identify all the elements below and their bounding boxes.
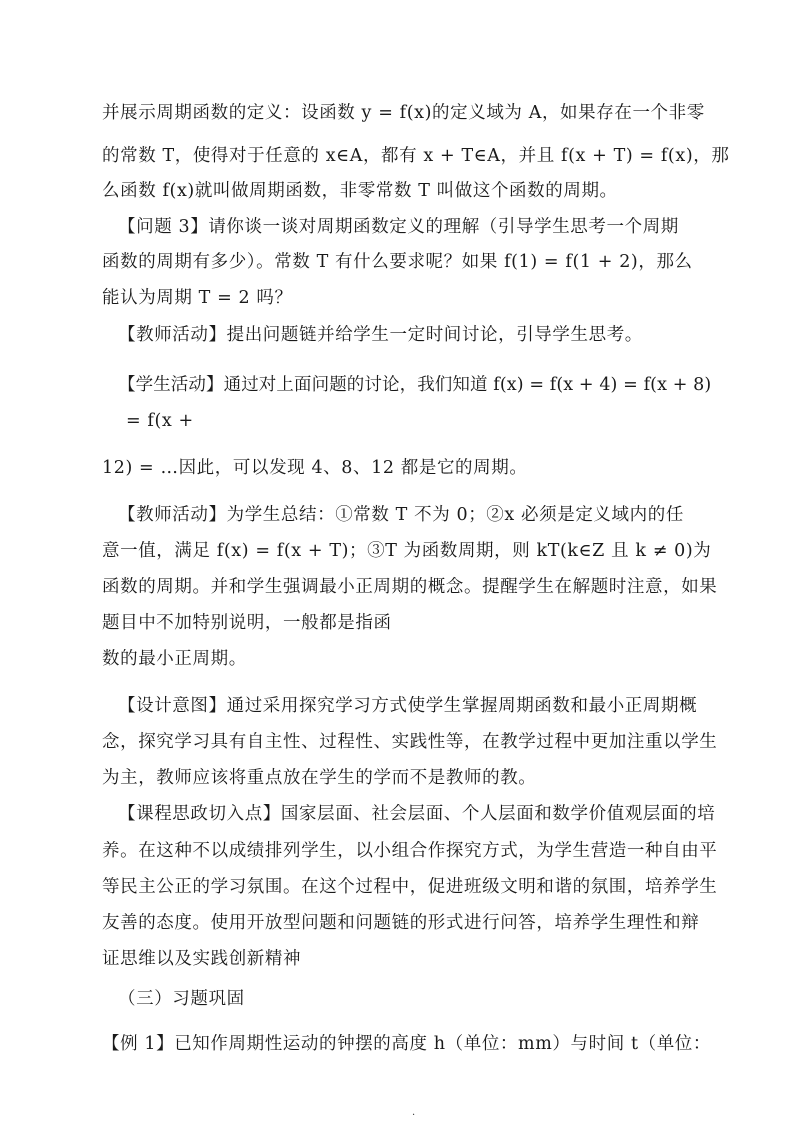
text-line: 函数的周期有多少）。常数 T 有什么要求呢？如果 f(1) = f(1 + 2)，那么: [102, 252, 693, 272]
text-line: 养。在这种不以成绩排列学生，以小组合作探究方式，为学生营造一种自由平: [102, 841, 718, 861]
section-heading: （三）习题巩固: [118, 989, 245, 1009]
text-line: 证思维以及实践创新精神: [102, 949, 302, 969]
text-line: 数的最小正周期。: [102, 649, 247, 669]
text-line: 为主，教师应该将重点放在学生的学而不是教师的教。: [102, 768, 537, 788]
text-line: 【教师活动】为学生总结：①常数 T 不为 0；②x 必须是定义域内的任: [118, 505, 684, 525]
text-line: 12) = …因此，可以发现 4、8、12 都是它的周期。: [102, 458, 528, 478]
text-line: 的常数 T，使得对于任意的 x∈A，都有 x + T∈A，并且 f(x + T) = f(x)，那: [102, 146, 730, 166]
text-line: 【设计意图】通过采用探究学习方式使学生掌握周期函数和最小正周期概: [118, 696, 698, 716]
text-line: 【教师活动】提出问题链并给学生一定时间讨论，引导学生思考。: [118, 325, 643, 345]
text-line: 【学生活动】通过对上面问题的讨论，我们知道 f(x) = f(x + 4) = f(x + 8): [118, 375, 712, 395]
text-line: 么函数 f(x)就叫做周期函数，非零常数 T 叫做这个函数的周期。: [102, 181, 618, 201]
text-line: 【问题 3】请你谈一谈对周期函数定义的理解（引导学生思考一个周期: [118, 217, 679, 237]
text-line: 函数的周期。并和学生强调最小正周期的概念。提醒学生在解题时注意，如果: [102, 577, 718, 597]
text-line: 友善的态度。使用开放型问题和问题链的形式进行问答，培养学生理性和辩: [102, 913, 700, 933]
text-line: 念，探究学习具有自主性、过程性、实践性等，在教学过程中更加注重以学生: [102, 732, 718, 752]
text-line: 意一值，满足 f(x) = f(x + T)；③T 为函数周期，则 kT(k∈Z 且 k ≠ 0)为: [102, 541, 712, 561]
text-line: 能认为周期 T = 2 吗？: [102, 288, 293, 308]
text-line: 等民主公正的学习氛围。在这个过程中，促进班级文明和谐的氛围，培养学生: [102, 877, 718, 897]
footer-mark: .: [412, 1107, 416, 1118]
text-line: 【例 1】已知作周期性运动的钟摆的高度 h（单位：mm）与时间 t（单位：: [102, 1034, 712, 1054]
text-line: = f(x +: [126, 411, 194, 431]
text-line: 题目中不加特别说明，一般都是指函: [102, 613, 392, 633]
text-line: 【课程思政切入点】国家层面、社会层面、个人层面和数学价值观层面的培: [118, 804, 716, 824]
text-line: 并展示周期函数的定义：设函数 y = f(x)的定义域为 A，如果存在一个非零: [102, 103, 705, 123]
